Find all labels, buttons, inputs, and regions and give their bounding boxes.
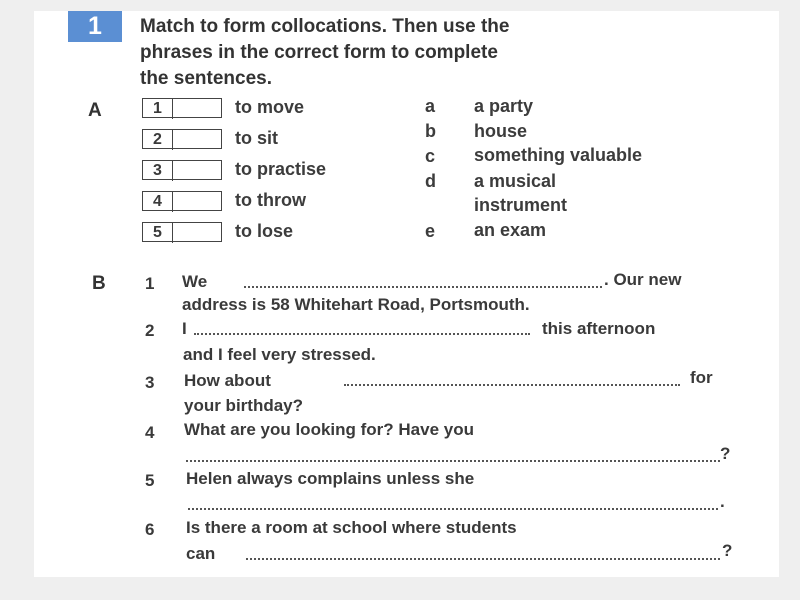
option-letter: d [425, 171, 436, 191]
answer-box[interactable]: 4 [142, 191, 222, 211]
option-letter: e [425, 221, 436, 241]
answer-blank[interactable] [246, 558, 720, 560]
answer-blank[interactable] [344, 384, 680, 386]
option-text: a party [474, 96, 534, 116]
answer-blank[interactable] [194, 333, 530, 335]
sentence-text: ? [722, 541, 733, 560]
option-text: instrument [474, 195, 568, 215]
sentence-text: How about [184, 371, 271, 390]
sentence-number: 2 [145, 321, 155, 340]
option-text: house [474, 121, 528, 141]
sentence-text: . [720, 492, 725, 511]
sentence-text: . Our new [604, 270, 682, 289]
sentence-text: and I feel very stressed. [183, 345, 376, 364]
sentence-text: We [182, 272, 208, 291]
sentence-number: 3 [145, 373, 155, 392]
answer-box[interactable]: 2 [142, 129, 222, 149]
sentence-text: this afternoon [542, 319, 656, 338]
option-letter: a [425, 96, 436, 116]
answer-box[interactable]: 5 [142, 222, 222, 242]
sentence-text: for [690, 368, 713, 387]
sentence-text: I [182, 319, 187, 338]
sentence-number: 5 [145, 471, 155, 490]
sentence-text: Is there a room at school where students [186, 518, 517, 537]
section-b-label: B [92, 273, 106, 294]
sentence-number: 6 [145, 520, 155, 539]
option-text: an exam [474, 220, 547, 240]
answer-box[interactable]: 1 [142, 98, 222, 118]
answer-blank[interactable] [188, 508, 718, 510]
sentence-number: 4 [145, 423, 155, 442]
option-text: something valuable [474, 145, 643, 165]
answer-blank[interactable] [186, 460, 720, 462]
answer-box[interactable]: 3 [142, 160, 222, 180]
sentence-text: What are you looking for? Have you [184, 420, 474, 439]
option-text: a musical [474, 171, 557, 191]
exercise-instructions: Match to form collocations. Then use the phrases in the correct form to complete the sentences. [140, 16, 510, 89]
sentence-text: Helen always complains unless she [186, 469, 475, 488]
exercise-number-badge: 1 [68, 11, 122, 42]
option-letter: b [425, 121, 436, 141]
sentence-number: 1 [145, 274, 155, 293]
sentence-text: your birthday? [184, 396, 304, 415]
sentence-text: can [186, 544, 216, 563]
sentence-text: address is 58 Whitehart Road, Portsmouth. [182, 295, 530, 314]
option-letter: c [425, 146, 436, 166]
section-a-label: A [88, 100, 102, 121]
sentence-text: ? [720, 444, 731, 463]
worksheet-page: 1 Match to form collocations. Then use the phrases in the correct form to complete the sentences. A 1 to move 2 to sit 3 to practise 4 to throw 5 to lose a a party b house c something valuable d a musical instrument e an exam B 1 We . Our new address is 58 Whitehart Road, Portsmouth. 2 I this afternoon and I feel very stressed. 3 How about for your birthday? 4 What are you looking for? Have you ? 5 Helen always complains unless she . 6 Is there a room at school where students can ? [34, 11, 779, 577]
answer-blank[interactable] [244, 286, 602, 288]
